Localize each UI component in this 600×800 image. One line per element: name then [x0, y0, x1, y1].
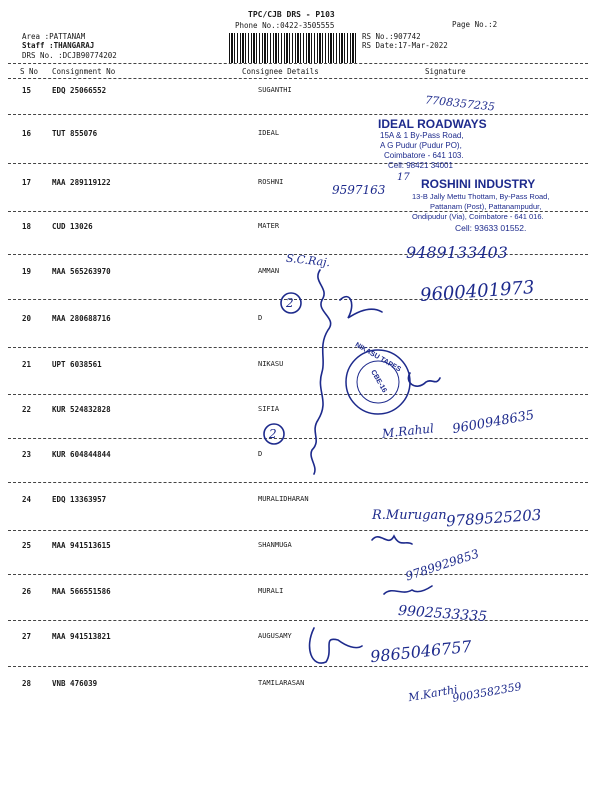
nikasu-stamp-top: NIKASU TAPES	[353, 341, 402, 374]
row-sno: 17	[22, 178, 32, 187]
row-sno: 28	[22, 679, 32, 688]
row-sno: 26	[22, 587, 32, 596]
row-consignment: EDQ 25066552	[52, 86, 107, 95]
signature-scribble	[310, 628, 362, 663]
row-sno: 22	[22, 405, 32, 414]
rs-number: RS No.:907742	[362, 32, 421, 41]
signature-scribble	[311, 270, 331, 474]
row-consignment: UPT 6038561	[52, 360, 102, 369]
drs-number: DRS No. :DCJB90774202	[22, 51, 117, 60]
stamp-address-line: Coimbatore - 641 103.	[384, 151, 464, 160]
row-consignment: MAA 565263970	[52, 267, 111, 276]
column-signature: Signature	[425, 67, 466, 76]
row-consignment: MAA 941513821	[52, 632, 111, 641]
handwritten-phone: 9003582359	[451, 680, 523, 705]
row-consignment: KUR 604844844	[52, 450, 111, 459]
handwritten-name: M.Rahul	[381, 421, 435, 441]
row-consignee: D	[258, 314, 263, 322]
circled-number: 2	[269, 427, 277, 441]
signature-scribble	[340, 297, 382, 318]
stamp-company-name: IDEAL ROADWAYS	[378, 117, 487, 131]
stamp-company-name: ROSHINI INDUSTRY	[421, 177, 536, 191]
row-consignee: MURALIDHARAN	[258, 495, 309, 503]
handwritten-phone: 9600948635	[451, 407, 536, 438]
handwritten-phone: 9789525203	[445, 505, 542, 531]
row-consignee: TAMILARASAN	[258, 679, 305, 687]
row-consignee: AMMAN	[258, 267, 280, 275]
stamp-address-line: 15A & 1 By-Pass Road,	[380, 131, 464, 140]
row-consignee: SHANMUGA	[258, 541, 292, 549]
phone-number: Phone No.:0422-3505555	[235, 21, 335, 30]
row-consignment: CUD 13026	[52, 222, 93, 231]
row-consignee: ROSHNI	[258, 178, 284, 186]
document-title: TPC/CJB DRS - P103	[248, 10, 335, 19]
signature-scribble	[384, 586, 432, 594]
stamp-address-line: A G Pudur (Pudur PO),	[380, 141, 462, 150]
row-consignment: KUR 524832828	[52, 405, 111, 414]
handwritten-phone: 9902533335	[397, 602, 488, 626]
handwritten-phone: 9597163	[332, 183, 386, 197]
row-sno: 21	[22, 360, 32, 369]
row-consignment: EDQ 13363957	[52, 495, 107, 504]
staff-label: Staff :THANGARAJ	[22, 41, 95, 50]
handwritten-phone: 9789929853	[403, 546, 481, 584]
row-sno: 27	[22, 632, 32, 641]
row-sno: 24	[22, 495, 32, 504]
column-consignee: Consignee Details	[242, 67, 319, 76]
handwritten-phone: 7708357235	[424, 93, 496, 114]
row-consignment: MAA 289119122	[52, 178, 111, 187]
circled-number: 2	[286, 296, 294, 310]
row-consignment: TUT 855076	[52, 129, 98, 138]
stamp-address-line: Ondipudur (Via), Coimbatore - 641 016.	[412, 212, 544, 221]
row-consignment: MAA 941513615	[52, 541, 111, 550]
handwritten-phone: 9489133403	[406, 243, 508, 262]
row-sno: 25	[22, 541, 32, 550]
row-sno: 16	[22, 129, 32, 138]
row-consignment: MAA 280688716	[52, 314, 111, 323]
stamp-address-line: 13-B Jally Mettu Thottam, By-Pass Road,	[412, 192, 550, 201]
handwritten-name: R.Murugan	[372, 508, 447, 523]
signature-scribble	[408, 373, 440, 386]
row-consignment: MAA 566551586	[52, 587, 111, 596]
row-consignee: IDEAL	[258, 129, 280, 137]
stamp-phone: Cell: 93633 01552.	[455, 223, 527, 233]
handwritten-name: S.C.Raj.	[285, 251, 331, 270]
rs-date: RS Date:17-Mar-2022	[362, 41, 448, 50]
row-sno: 20	[22, 314, 32, 323]
row-consignee: SUGANTHI	[258, 86, 292, 94]
stamp-address-line: Pattanam (Post), Pattanampudur,	[430, 202, 542, 211]
row-consignee: AUGUSAMY	[258, 632, 292, 640]
column-consignment: Consignment No	[52, 67, 116, 76]
nikasu-stamp-middle: CBE-16	[369, 368, 388, 395]
handwritten-number: 17	[397, 172, 410, 183]
row-consignee: NIKASU	[258, 360, 284, 368]
row-consignee: D	[258, 450, 263, 458]
page-number: Page No.:2	[452, 20, 498, 29]
row-sno: 15	[22, 86, 32, 95]
row-sno: 18	[22, 222, 32, 231]
row-consignee: MURALI	[258, 587, 284, 595]
signature-scribble	[372, 536, 412, 544]
area-label: Area :PATTANAM	[22, 32, 86, 41]
column-sno: S No	[20, 67, 39, 76]
handwritten-name: M.Karthi	[407, 682, 459, 705]
row-consignee: SIFIA	[258, 405, 280, 413]
row-consignment: VNB 476039	[52, 679, 98, 688]
handwritten-phone: 9865046757	[369, 636, 473, 667]
handwritten-phone: 9600401973	[419, 277, 536, 306]
row-sno: 23	[22, 450, 32, 459]
row-consignee: MATER	[258, 222, 280, 230]
row-sno: 19	[22, 267, 32, 276]
stamp-phone: Cell: 98421 34001	[388, 161, 453, 170]
